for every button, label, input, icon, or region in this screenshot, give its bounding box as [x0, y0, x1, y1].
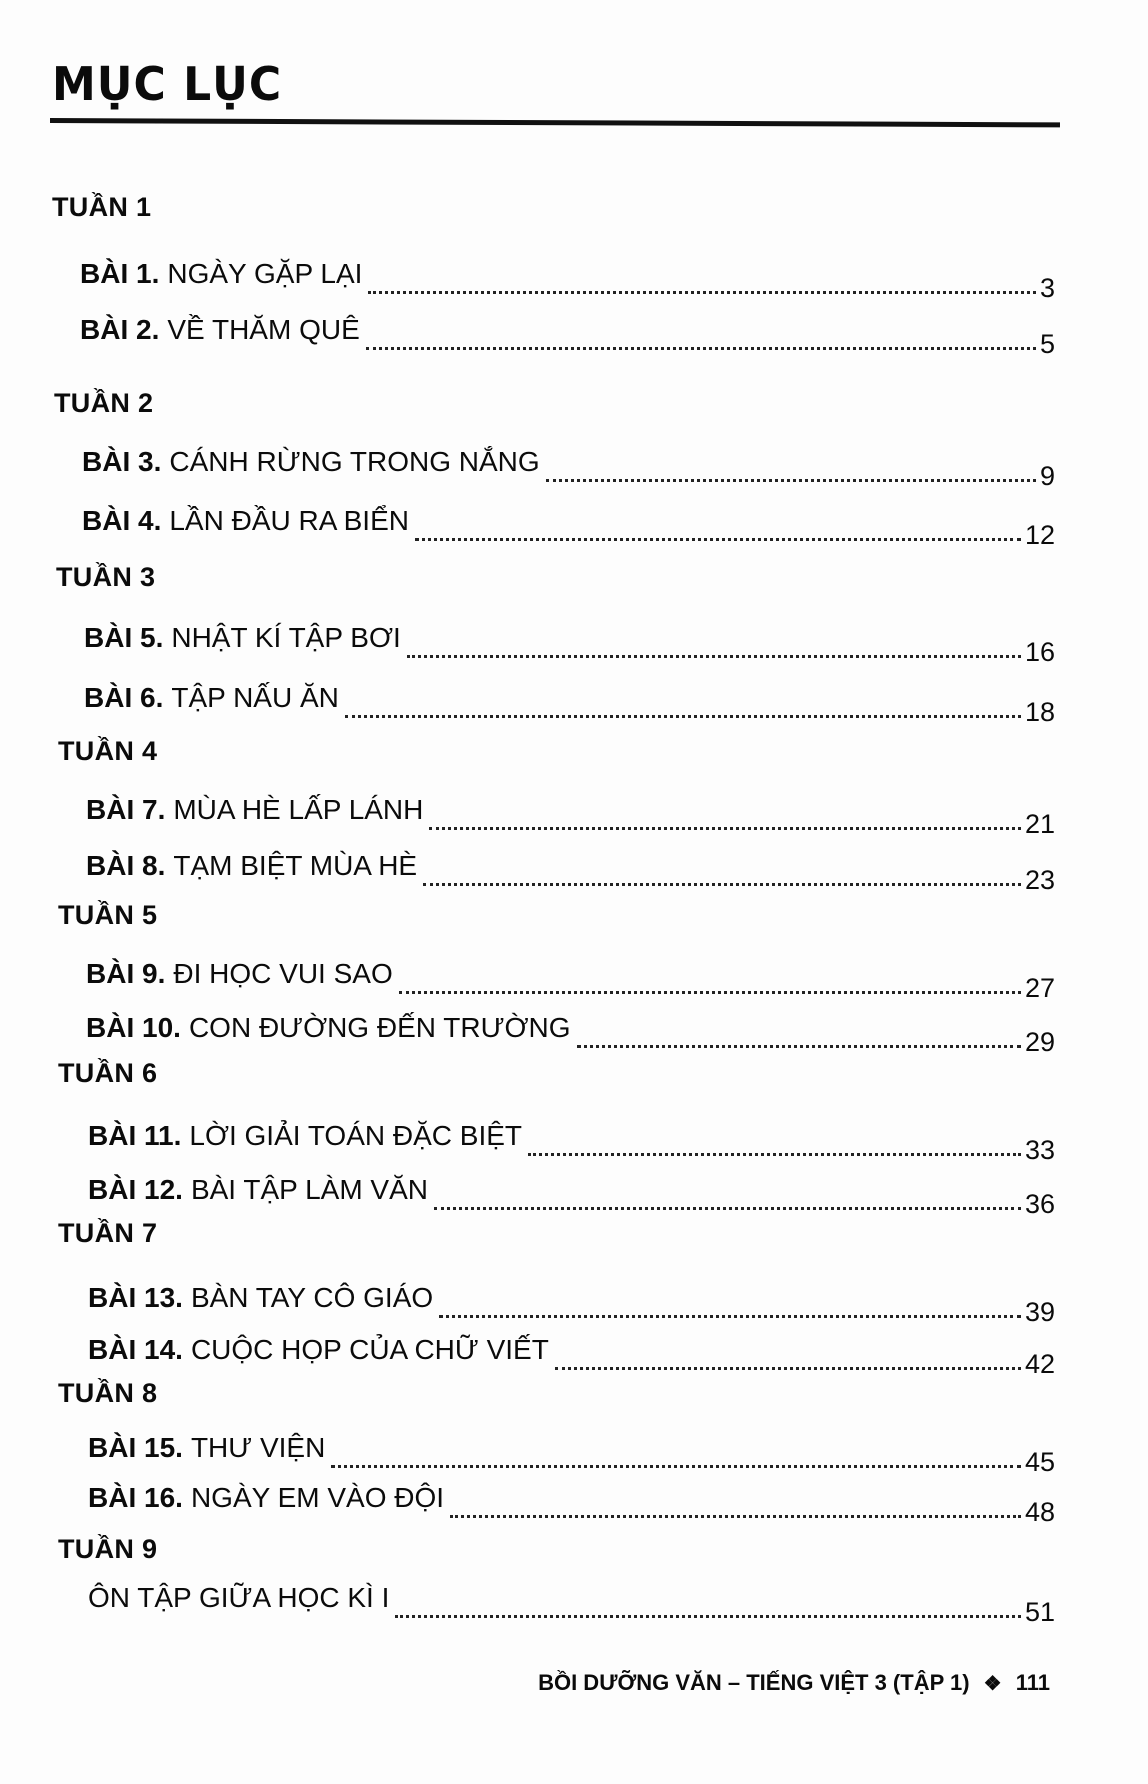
- lesson-number: BÀI 5.: [84, 622, 164, 653]
- dot-leader: [395, 1615, 1021, 1618]
- dot-leader: [555, 1367, 1021, 1370]
- lesson-number: BÀI 3.: [82, 446, 162, 477]
- dot-leader: [429, 827, 1021, 830]
- ornament-icon: ❖: [983, 1673, 1002, 1695]
- toc-entry[interactable]: [86, 956, 1055, 1004]
- lesson-number: BÀI 16.: [88, 1482, 183, 1513]
- page-number: 9: [1039, 461, 1055, 491]
- page-number: 5: [1039, 329, 1055, 359]
- lesson-title: LỜI GIẢI TOÁN ĐẶC BIỆT: [189, 1120, 522, 1151]
- page-number: 48: [1024, 1497, 1055, 1527]
- toc-entry[interactable]: [82, 503, 1055, 551]
- lesson-number: BÀI 4.: [82, 505, 162, 536]
- page-number: 23: [1024, 865, 1055, 895]
- page-number: 3: [1039, 273, 1055, 303]
- toc-entry[interactable]: [88, 1280, 1055, 1328]
- lesson-title: NGÀY GẶP LẠI: [167, 258, 363, 289]
- lesson-number: BÀI 8.: [86, 850, 166, 881]
- lesson-number: BÀI 15.: [88, 1432, 183, 1463]
- lesson-number: BÀI 6.: [84, 682, 164, 713]
- dot-leader: [577, 1045, 1021, 1048]
- dot-leader: [423, 883, 1021, 886]
- lesson-title: BÀN TAY CÔ GIÁO: [190, 1282, 434, 1313]
- toc-entry[interactable]: [88, 1172, 1055, 1220]
- page-number: 27: [1024, 973, 1055, 1003]
- lesson-title: TẬP NẤU ĂN: [171, 682, 339, 713]
- footer-page-number: 111: [1015, 1670, 1050, 1695]
- week-heading: TUẦN 7: [58, 1218, 158, 1248]
- dot-leader: [546, 479, 1036, 482]
- toc-entry[interactable]: [86, 792, 1055, 840]
- lesson-title: CON ĐƯỜNG ĐẾN TRƯỜNG: [188, 1012, 571, 1043]
- week-heading: TUẦN 3: [56, 562, 156, 592]
- page-number: 51: [1024, 1597, 1055, 1627]
- lesson-title: ĐI HỌC VUI SAO: [173, 958, 393, 989]
- page-number: 33: [1024, 1135, 1055, 1165]
- week-heading: TUẦN 5: [58, 900, 158, 930]
- lesson-number: BÀI 7.: [86, 794, 166, 825]
- week-heading: TUẦN 9: [58, 1534, 158, 1564]
- page-number: 18: [1024, 697, 1055, 727]
- toc-entry[interactable]: [82, 444, 1055, 492]
- page-number: 39: [1024, 1297, 1055, 1327]
- toc-entry[interactable]: [80, 312, 1055, 360]
- toc-entry[interactable]: [88, 1118, 1055, 1166]
- dot-leader: [450, 1515, 1021, 1518]
- lesson-title: THƯ VIỆN: [190, 1432, 326, 1463]
- week-heading: TUẦN 4: [58, 736, 158, 766]
- dot-leader: [415, 538, 1021, 541]
- dot-leader: [528, 1153, 1021, 1156]
- page-number: 16: [1024, 637, 1055, 667]
- page-number: 21: [1024, 809, 1055, 839]
- lesson-number: BÀI 9.: [86, 958, 166, 989]
- lesson-title: CUỘC HỌP CỦA CHỮ VIẾT: [190, 1334, 549, 1365]
- toc-entry[interactable]: [88, 1332, 1055, 1380]
- toc-entry[interactable]: [86, 1010, 1055, 1058]
- page-number: 36: [1024, 1189, 1055, 1219]
- page-title: MỤC LỤC: [52, 58, 283, 112]
- page-number: 45: [1024, 1447, 1055, 1477]
- toc-entry[interactable]: [84, 620, 1055, 668]
- lesson-number: BÀI 11.: [88, 1120, 182, 1151]
- lesson-title: BÀI TẬP LÀM VĂN: [190, 1174, 428, 1205]
- toc-entry[interactable]: [88, 1580, 1055, 1628]
- dot-leader: [331, 1465, 1021, 1468]
- lesson-title: TẠM BIỆT MÙA HÈ: [173, 850, 418, 881]
- dot-leader: [407, 655, 1021, 658]
- lesson-number: BÀI 14.: [88, 1334, 183, 1365]
- page-number: 29: [1024, 1027, 1055, 1057]
- toc-entry[interactable]: [80, 256, 1055, 304]
- page-number: 12: [1024, 520, 1055, 550]
- dot-leader: [345, 715, 1021, 718]
- lesson-title: MÙA HÈ LẤP LÁNH: [173, 794, 424, 825]
- lesson-title: VỀ THĂM QUÊ: [167, 314, 360, 345]
- week-heading: TUẦN 8: [58, 1378, 158, 1408]
- toc-entry[interactable]: [86, 848, 1055, 896]
- lesson-title: NHẬT KÍ TẬP BƠI: [171, 622, 401, 653]
- lesson-title: CÁNH RỪNG TRONG NẮNG: [169, 446, 540, 477]
- toc-entry[interactable]: [88, 1480, 1055, 1528]
- toc-entry[interactable]: [84, 680, 1055, 728]
- page-number: 42: [1024, 1349, 1055, 1379]
- lesson-number: BÀI 10.: [86, 1012, 181, 1043]
- dot-leader: [434, 1207, 1021, 1210]
- lesson-number: BÀI 2.: [80, 314, 160, 345]
- dot-leader: [399, 991, 1021, 994]
- week-heading: TUẦN 1: [52, 192, 152, 222]
- dot-leader: [368, 291, 1036, 294]
- toc-entry[interactable]: [88, 1430, 1055, 1478]
- lesson-title: ÔN TẬP GIỮA HỌC KÌ I: [88, 1582, 390, 1613]
- lesson-title: LẦN ĐẦU RA BIỂN: [169, 505, 409, 536]
- lesson-title: NGÀY EM VÀO ĐỘI: [190, 1482, 445, 1513]
- lesson-number: BÀI 1.: [80, 258, 160, 289]
- dot-leader: [439, 1315, 1021, 1318]
- lesson-number: BÀI 13.: [88, 1282, 183, 1313]
- book-title: BỒI DƯỠNG VĂN – TIẾNG VIỆT 3 (TẬP 1): [538, 1670, 970, 1695]
- week-heading: TUẦN 6: [58, 1058, 158, 1088]
- page-footer: [538, 1670, 1050, 1696]
- dot-leader: [366, 347, 1036, 350]
- lesson-number: BÀI 12.: [88, 1174, 183, 1205]
- week-heading: TUẦN 2: [54, 388, 154, 418]
